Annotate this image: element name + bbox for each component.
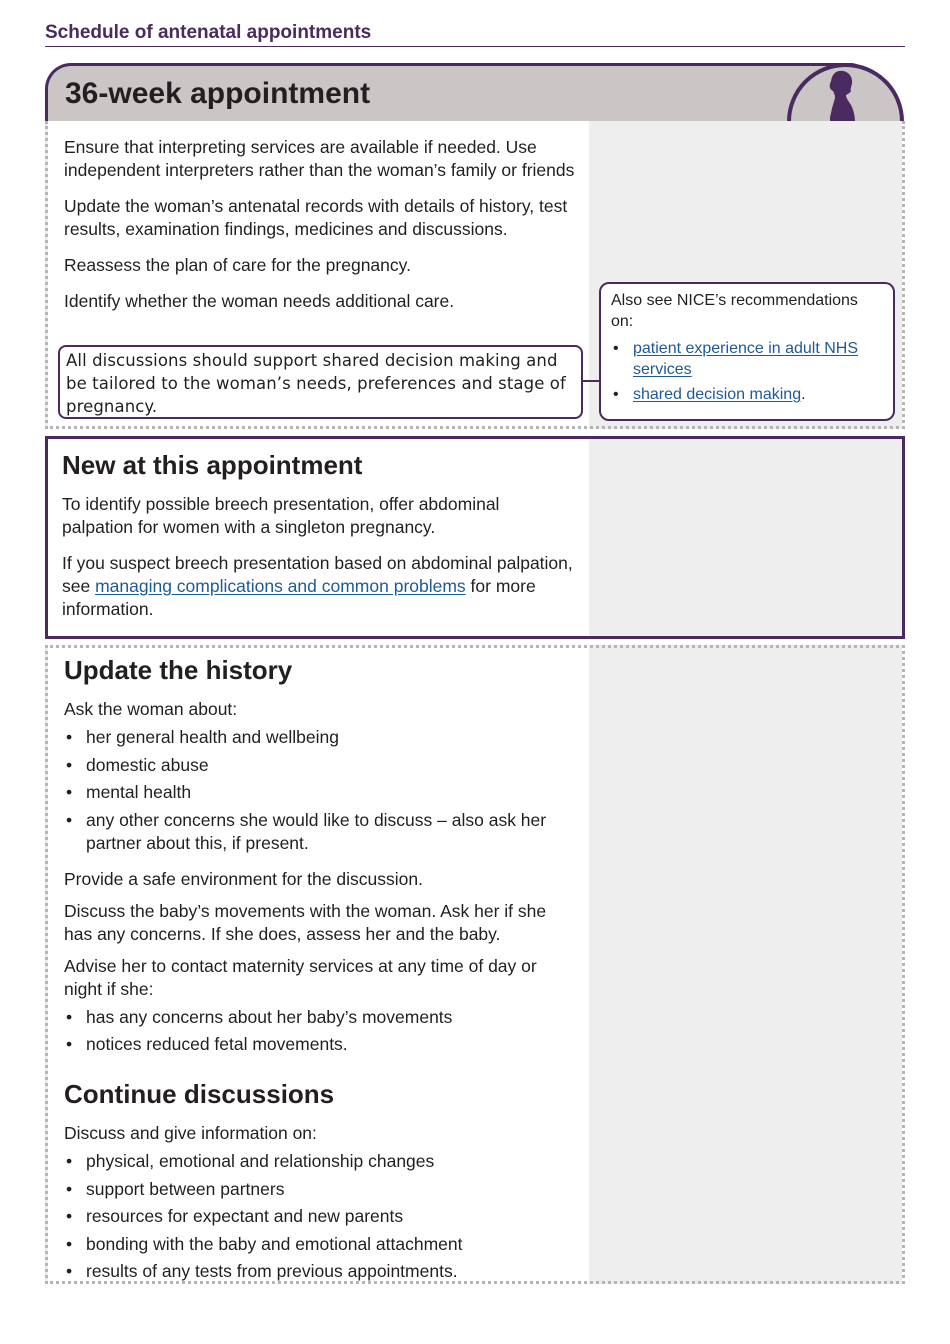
breech-palpation-paragraph: To identify possible breech presentation, offer abdominal palpation for women with a singleton pregnancy. bbox=[62, 494, 500, 537]
patient-experience-link[interactable]: patient experience in adult NHS services bbox=[633, 340, 859, 378]
shared-decision-box bbox=[58, 345, 583, 419]
list-item: • her general health and wellbeing bbox=[64, 726, 576, 749]
document-title: Schedule of antenatal appointments bbox=[45, 22, 372, 43]
list-item: • any other concerns she would like to discuss – also ask her partner about this, if present. bbox=[64, 809, 576, 855]
history-content bbox=[64, 654, 576, 1296]
list-item bbox=[611, 338, 883, 380]
box-connector-line bbox=[583, 380, 599, 382]
nice-intro: Also see NICE’s recommendations on: bbox=[611, 292, 858, 330]
history-list bbox=[64, 726, 576, 855]
general-paragraph: Ensure that interpreting services are available if needed. Use independent interpreters rather than the woman’s family or friends bbox=[64, 137, 575, 180]
list-item: • support between partners bbox=[64, 1178, 576, 1201]
list-item: • physical, emotional and relationship changes bbox=[64, 1150, 576, 1173]
nice-recommendations-box bbox=[599, 282, 895, 421]
list-item: • domestic abuse bbox=[64, 754, 576, 777]
history-intro: Ask the woman about: bbox=[64, 699, 238, 719]
general-panel bbox=[45, 121, 905, 429]
appointment-title: 36-week appointment bbox=[65, 77, 371, 110]
update-history-heading: Update the history bbox=[64, 655, 293, 685]
safe-environment-paragraph: Provide a safe environment for the discussion. bbox=[64, 868, 423, 889]
history-panel bbox=[45, 645, 905, 1284]
advise-list bbox=[64, 1006, 576, 1057]
list-item bbox=[611, 384, 883, 405]
nice-link-list bbox=[611, 338, 883, 405]
list-item: • resources for expectant and new parents bbox=[64, 1205, 576, 1228]
breech-suspect-paragraph bbox=[62, 552, 574, 621]
breech-text-start: If you suspect breech presentation based on abdominal palpation, see bbox=[62, 553, 573, 596]
advise-paragraph: Advise her to contact maternity services at any time of day or night if she: bbox=[64, 955, 537, 999]
document-header bbox=[45, 20, 905, 47]
managing-complications-link[interactable]: managing complications and common problems bbox=[95, 576, 466, 596]
list-item: • results of any tests from previous appointments. bbox=[64, 1260, 576, 1283]
continue-discussions-heading: Continue discussions bbox=[64, 1079, 335, 1109]
list-item: • bonding with the baby and emotional attachment bbox=[64, 1233, 576, 1256]
baby-movements-paragraph: Discuss the baby’s movements with the woman. Ask her if she has any concerns. If she does, assess her and the baby. bbox=[64, 900, 547, 944]
list-item: • mental health bbox=[64, 781, 576, 804]
new-at-appointment-heading: New at this appointment bbox=[62, 450, 363, 480]
general-paragraph: Identify whether the woman needs additional care. bbox=[64, 291, 455, 311]
continue-list bbox=[64, 1150, 576, 1283]
shared-decision-making-link[interactable]: shared decision making bbox=[633, 386, 802, 403]
breech-text-end: for more information. bbox=[62, 576, 536, 619]
nice-end-punctuation: . bbox=[801, 386, 806, 403]
list-item: • notices reduced fetal movements. bbox=[64, 1033, 576, 1056]
continue-intro: Discuss and give information on: bbox=[64, 1123, 317, 1143]
new-at-appointment-content bbox=[62, 449, 574, 634]
new-at-appointment-panel bbox=[45, 436, 905, 639]
appointment-title-bar bbox=[45, 63, 865, 121]
general-content bbox=[64, 136, 576, 326]
list-item: • has any concerns about her baby’s movements bbox=[64, 1006, 576, 1029]
general-paragraph: Update the woman’s antenatal records with details of history, test results, examination findings, medicines and discussions. bbox=[64, 196, 568, 239]
general-paragraph: Reassess the plan of care for the pregnancy. bbox=[64, 255, 411, 275]
shared-decision-text: All discussions should support shared decision making and be tailored to the woman’s needs, preferences and stage of pregnancy. bbox=[66, 351, 566, 416]
